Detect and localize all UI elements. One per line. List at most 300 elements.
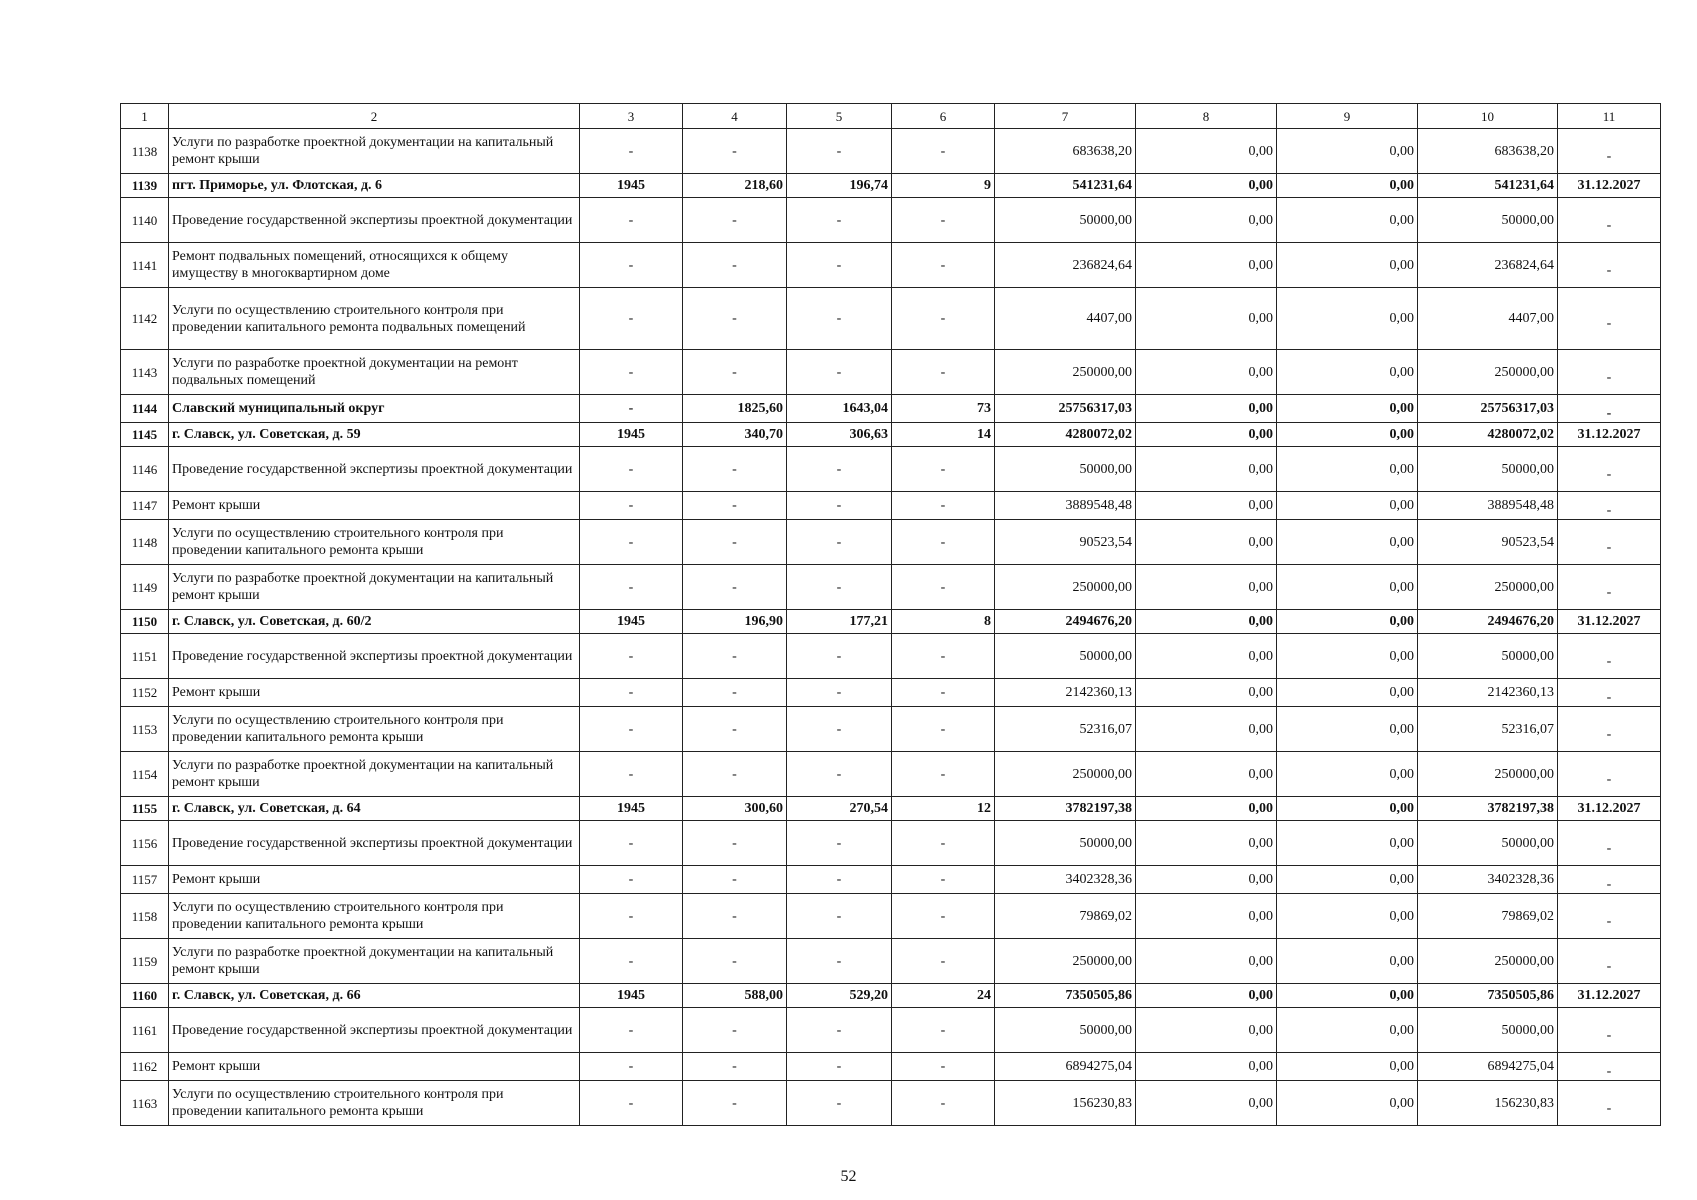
- cell-c5: 529,20: [787, 984, 892, 1008]
- cell-c6: -: [892, 1008, 995, 1053]
- cell-c10: 2494676,20: [1418, 610, 1558, 634]
- cell-c5: -: [787, 939, 892, 984]
- cell-c5: -: [787, 1081, 892, 1126]
- cell-c5: 1643,04: [787, 395, 892, 423]
- cell-c3: -: [580, 129, 683, 174]
- cell-c5: -: [787, 520, 892, 565]
- cell-c7: 250000,00: [995, 565, 1136, 610]
- cell-no: 1146: [121, 447, 169, 492]
- cell-c7: 25756317,03: [995, 395, 1136, 423]
- table-row: [121, 752, 1661, 797]
- cell-c3: -: [580, 565, 683, 610]
- cell-c8: 0,00: [1136, 492, 1277, 520]
- cell-no: 1153: [121, 707, 169, 752]
- cell-c10: 90523,54: [1418, 520, 1558, 565]
- cell-no: 1161: [121, 1008, 169, 1053]
- cell-c6: -: [892, 707, 995, 752]
- header-cell: 5: [787, 104, 892, 129]
- cell-c9: 0,00: [1277, 1008, 1418, 1053]
- cell-no: 1150: [121, 610, 169, 634]
- cell-c7: 250000,00: [995, 939, 1136, 984]
- cell-c8: 0,00: [1136, 707, 1277, 752]
- cell-name: Проведение государственной экспертизы проектной документации: [169, 1008, 580, 1053]
- cell-c8: 0,00: [1136, 752, 1277, 797]
- cell-c6: -: [892, 939, 995, 984]
- cell-c7: 3889548,48: [995, 492, 1136, 520]
- table-row: [121, 243, 1661, 288]
- cell-c3: -: [580, 447, 683, 492]
- cell-c5: -: [787, 492, 892, 520]
- cell-c7: 2142360,13: [995, 679, 1136, 707]
- cell-c6: -: [892, 129, 995, 174]
- cell-c4: -: [683, 520, 787, 565]
- cell-c3: -: [580, 492, 683, 520]
- cell-c9: 0,00: [1277, 1053, 1418, 1081]
- cell-c10: 3889548,48: [1418, 492, 1558, 520]
- cell-name: Услуги по осуществлению строительного контроля при проведении капитального ремонта подвальных помещений: [169, 288, 580, 350]
- cell-c11: -: [1558, 565, 1661, 610]
- cell-c9: 0,00: [1277, 350, 1418, 395]
- cell-c10: 25756317,03: [1418, 395, 1558, 423]
- cell-name: г. Славск, ул. Советская, д. 60/2: [169, 610, 580, 634]
- cell-c5: -: [787, 243, 892, 288]
- cell-c3: -: [580, 350, 683, 395]
- header-cell: 3: [580, 104, 683, 129]
- cell-c11: -: [1558, 752, 1661, 797]
- cell-c9: 0,00: [1277, 610, 1418, 634]
- cell-c8: 0,00: [1136, 1008, 1277, 1053]
- cell-c5: -: [787, 198, 892, 243]
- cell-no: 1142: [121, 288, 169, 350]
- cell-name: Услуги по разработке проектной документации на ремонт подвальных помещений: [169, 350, 580, 395]
- cell-name: Проведение государственной экспертизы проектной документации: [169, 447, 580, 492]
- column-number-header-row: [121, 104, 1661, 129]
- cell-c5: -: [787, 447, 892, 492]
- cell-c4: -: [683, 447, 787, 492]
- cell-c9: 0,00: [1277, 565, 1418, 610]
- cell-c8: 0,00: [1136, 395, 1277, 423]
- cell-c3: -: [580, 752, 683, 797]
- cell-c11: -: [1558, 939, 1661, 984]
- cell-c7: 50000,00: [995, 447, 1136, 492]
- table-row: [121, 492, 1661, 520]
- cell-c4: -: [683, 679, 787, 707]
- cell-c6: 9: [892, 174, 995, 198]
- cell-name: г. Славск, ул. Советская, д. 59: [169, 423, 580, 447]
- cell-c3: -: [580, 939, 683, 984]
- cell-c6: -: [892, 821, 995, 866]
- cell-no: 1158: [121, 894, 169, 939]
- cell-c10: 50000,00: [1418, 1008, 1558, 1053]
- cell-c4: -: [683, 350, 787, 395]
- cell-c5: -: [787, 821, 892, 866]
- cell-c8: 0,00: [1136, 679, 1277, 707]
- cell-no: 1148: [121, 520, 169, 565]
- cell-c3: -: [580, 288, 683, 350]
- cell-c8: 0,00: [1136, 423, 1277, 447]
- cell-c8: 0,00: [1136, 174, 1277, 198]
- cell-c5: -: [787, 894, 892, 939]
- cell-c10: 50000,00: [1418, 447, 1558, 492]
- cell-c7: 250000,00: [995, 350, 1136, 395]
- cell-c9: 0,00: [1277, 423, 1418, 447]
- cell-c4: -: [683, 288, 787, 350]
- cell-c4: -: [683, 939, 787, 984]
- cell-name: Услуги по осуществлению строительного контроля при проведении капитального ремонта крыши: [169, 894, 580, 939]
- cell-c11: -: [1558, 129, 1661, 174]
- table-row: [121, 821, 1661, 866]
- capital-repair-table: [120, 103, 1661, 1126]
- table-row: [121, 447, 1661, 492]
- cell-c6: -: [892, 634, 995, 679]
- cell-no: 1141: [121, 243, 169, 288]
- cell-name: Услуги по осуществлению строительного контроля при проведении капитального ремонта крыши: [169, 520, 580, 565]
- cell-c5: -: [787, 288, 892, 350]
- cell-no: 1139: [121, 174, 169, 198]
- cell-no: 1145: [121, 423, 169, 447]
- header-cell: 6: [892, 104, 995, 129]
- cell-name: Ремонт крыши: [169, 492, 580, 520]
- cell-c4: -: [683, 1053, 787, 1081]
- cell-c11: -: [1558, 350, 1661, 395]
- cell-c7: 50000,00: [995, 1008, 1136, 1053]
- table-row-address: [121, 610, 1661, 634]
- cell-c3: 1945: [580, 174, 683, 198]
- cell-c11: -: [1558, 447, 1661, 492]
- cell-c10: 4407,00: [1418, 288, 1558, 350]
- cell-c7: 250000,00: [995, 752, 1136, 797]
- cell-c5: -: [787, 565, 892, 610]
- cell-c10: 6894275,04: [1418, 1053, 1558, 1081]
- cell-c7: 90523,54: [995, 520, 1136, 565]
- cell-c11: -: [1558, 395, 1661, 423]
- cell-no: 1144: [121, 395, 169, 423]
- cell-c7: 4407,00: [995, 288, 1136, 350]
- cell-c9: 0,00: [1277, 866, 1418, 894]
- cell-c9: 0,00: [1277, 797, 1418, 821]
- cell-c7: 79869,02: [995, 894, 1136, 939]
- cell-c10: 50000,00: [1418, 821, 1558, 866]
- cell-name: Ремонт крыши: [169, 866, 580, 894]
- cell-c8: 0,00: [1136, 1081, 1277, 1126]
- cell-c11: 31.12.2027: [1558, 984, 1661, 1008]
- header-cell: 9: [1277, 104, 1418, 129]
- cell-name: Ремонт подвальных помещений, относящихся к общему имуществу в многоквартирном доме: [169, 243, 580, 288]
- cell-c6: -: [892, 520, 995, 565]
- cell-c6: -: [892, 679, 995, 707]
- cell-c10: 250000,00: [1418, 565, 1558, 610]
- cell-c8: 0,00: [1136, 894, 1277, 939]
- cell-c3: -: [580, 707, 683, 752]
- cell-c10: 4280072,02: [1418, 423, 1558, 447]
- cell-c5: -: [787, 752, 892, 797]
- table-row: [121, 866, 1661, 894]
- cell-name: г. Славск, ул. Советская, д. 66: [169, 984, 580, 1008]
- header-cell: 8: [1136, 104, 1277, 129]
- cell-c9: 0,00: [1277, 395, 1418, 423]
- cell-no: 1162: [121, 1053, 169, 1081]
- header-cell: 4: [683, 104, 787, 129]
- cell-c11: 31.12.2027: [1558, 174, 1661, 198]
- cell-c8: 0,00: [1136, 243, 1277, 288]
- table-row-address: [121, 984, 1661, 1008]
- cell-c6: -: [892, 1081, 995, 1126]
- cell-c8: 0,00: [1136, 288, 1277, 350]
- cell-c5: -: [787, 350, 892, 395]
- table-row: [121, 520, 1661, 565]
- cell-c6: 12: [892, 797, 995, 821]
- cell-c10: 541231,64: [1418, 174, 1558, 198]
- cell-c9: 0,00: [1277, 939, 1418, 984]
- cell-c3: -: [580, 679, 683, 707]
- cell-c11: -: [1558, 243, 1661, 288]
- cell-c3: -: [580, 1081, 683, 1126]
- cell-c4: -: [683, 866, 787, 894]
- cell-c10: 79869,02: [1418, 894, 1558, 939]
- cell-no: 1149: [121, 565, 169, 610]
- cell-c6: -: [892, 288, 995, 350]
- cell-c6: -: [892, 894, 995, 939]
- cell-c10: 683638,20: [1418, 129, 1558, 174]
- header-cell: 1: [121, 104, 169, 129]
- cell-c8: 0,00: [1136, 797, 1277, 821]
- cell-name: Проведение государственной экспертизы проектной документации: [169, 634, 580, 679]
- cell-no: 1159: [121, 939, 169, 984]
- cell-c6: -: [892, 866, 995, 894]
- page-number: 52: [840, 1168, 857, 1185]
- cell-c4: -: [683, 129, 787, 174]
- cell-no: 1138: [121, 129, 169, 174]
- cell-c3: 1945: [580, 423, 683, 447]
- cell-c8: 0,00: [1136, 984, 1277, 1008]
- header-cell: 7: [995, 104, 1136, 129]
- cell-c9: 0,00: [1277, 1081, 1418, 1126]
- cell-c9: 0,00: [1277, 243, 1418, 288]
- cell-c9: 0,00: [1277, 198, 1418, 243]
- cell-c11: -: [1558, 1008, 1661, 1053]
- cell-c8: 0,00: [1136, 129, 1277, 174]
- cell-c3: 1945: [580, 984, 683, 1008]
- cell-c11: -: [1558, 1053, 1661, 1081]
- header-cell: 11: [1558, 104, 1661, 129]
- cell-name: Услуги по разработке проектной документации на капитальный ремонт крыши: [169, 129, 580, 174]
- cell-c11: -: [1558, 679, 1661, 707]
- table-row: [121, 707, 1661, 752]
- cell-c4: -: [683, 894, 787, 939]
- table-row: [121, 1053, 1661, 1081]
- table-row: [121, 939, 1661, 984]
- cell-c11: -: [1558, 198, 1661, 243]
- cell-c11: -: [1558, 634, 1661, 679]
- cell-c8: 0,00: [1136, 447, 1277, 492]
- cell-c3: 1945: [580, 797, 683, 821]
- cell-c3: -: [580, 395, 683, 423]
- cell-c11: -: [1558, 1081, 1661, 1126]
- cell-c6: -: [892, 565, 995, 610]
- cell-c8: 0,00: [1136, 198, 1277, 243]
- cell-c5: 306,63: [787, 423, 892, 447]
- cell-c6: 24: [892, 984, 995, 1008]
- cell-c4: -: [683, 198, 787, 243]
- cell-c7: 7350505,86: [995, 984, 1136, 1008]
- cell-c4: -: [683, 634, 787, 679]
- cell-c6: 14: [892, 423, 995, 447]
- cell-c3: -: [580, 1053, 683, 1081]
- cell-c5: -: [787, 1008, 892, 1053]
- cell-c3: -: [580, 1008, 683, 1053]
- cell-c10: 250000,00: [1418, 350, 1558, 395]
- cell-c10: 156230,83: [1418, 1081, 1558, 1126]
- cell-name: Ремонт крыши: [169, 679, 580, 707]
- cell-c8: 0,00: [1136, 939, 1277, 984]
- cell-c3: 1945: [580, 610, 683, 634]
- cell-c6: -: [892, 1053, 995, 1081]
- cell-c11: -: [1558, 707, 1661, 752]
- cell-c4: -: [683, 492, 787, 520]
- table-row: [121, 894, 1661, 939]
- cell-c4: 340,70: [683, 423, 787, 447]
- cell-c3: -: [580, 198, 683, 243]
- cell-c10: 3782197,38: [1418, 797, 1558, 821]
- table-row: [121, 634, 1661, 679]
- cell-c10: 52316,07: [1418, 707, 1558, 752]
- cell-c5: 177,21: [787, 610, 892, 634]
- table-row-address: [121, 395, 1661, 423]
- header-cell: 2: [169, 104, 580, 129]
- table-row-address: [121, 174, 1661, 198]
- table-row: [121, 129, 1661, 174]
- cell-c7: 236824,64: [995, 243, 1136, 288]
- cell-c11: -: [1558, 866, 1661, 894]
- cell-no: 1147: [121, 492, 169, 520]
- cell-c10: 50000,00: [1418, 634, 1558, 679]
- cell-c6: -: [892, 198, 995, 243]
- cell-c9: 0,00: [1277, 174, 1418, 198]
- header-cell: 10: [1418, 104, 1558, 129]
- cell-name: Услуги по разработке проектной документации на капитальный ремонт крыши: [169, 565, 580, 610]
- cell-c6: -: [892, 243, 995, 288]
- cell-c5: -: [787, 634, 892, 679]
- cell-c10: 2142360,13: [1418, 679, 1558, 707]
- table-row: [121, 1081, 1661, 1126]
- cell-name: Услуги по осуществлению строительного контроля при проведении капитального ремонта крыши: [169, 1081, 580, 1126]
- cell-c7: 6894275,04: [995, 1053, 1136, 1081]
- cell-c5: -: [787, 679, 892, 707]
- cell-c4: 218,60: [683, 174, 787, 198]
- cell-c9: 0,00: [1277, 447, 1418, 492]
- table-row: [121, 350, 1661, 395]
- cell-c7: 541231,64: [995, 174, 1136, 198]
- cell-name: Проведение государственной экспертизы проектной документации: [169, 821, 580, 866]
- cell-c10: 236824,64: [1418, 243, 1558, 288]
- cell-c9: 0,00: [1277, 679, 1418, 707]
- cell-c8: 0,00: [1136, 1053, 1277, 1081]
- table-row: [121, 565, 1661, 610]
- cell-c6: -: [892, 350, 995, 395]
- cell-c11: 31.12.2027: [1558, 797, 1661, 821]
- table-row-address: [121, 797, 1661, 821]
- cell-c4: -: [683, 752, 787, 797]
- cell-c4: 196,90: [683, 610, 787, 634]
- cell-c7: 3402328,36: [995, 866, 1136, 894]
- cell-c8: 0,00: [1136, 565, 1277, 610]
- table-body: [121, 129, 1661, 1126]
- cell-c5: -: [787, 866, 892, 894]
- cell-c3: -: [580, 243, 683, 288]
- cell-no: 1157: [121, 866, 169, 894]
- cell-c7: 50000,00: [995, 634, 1136, 679]
- cell-name: Услуги по разработке проектной документации на капитальный ремонт крыши: [169, 752, 580, 797]
- cell-no: 1163: [121, 1081, 169, 1126]
- cell-c4: -: [683, 243, 787, 288]
- cell-c7: 4280072,02: [995, 423, 1136, 447]
- cell-c4: 300,60: [683, 797, 787, 821]
- cell-no: 1151: [121, 634, 169, 679]
- table-row: [121, 679, 1661, 707]
- cell-c6: -: [892, 752, 995, 797]
- cell-c5: 270,54: [787, 797, 892, 821]
- cell-no: 1155: [121, 797, 169, 821]
- table-row: [121, 1008, 1661, 1053]
- cell-c5: 196,74: [787, 174, 892, 198]
- cell-name: Проведение государственной экспертизы проектной документации: [169, 198, 580, 243]
- cell-c10: 7350505,86: [1418, 984, 1558, 1008]
- cell-c6: 8: [892, 610, 995, 634]
- cell-c4: 1825,60: [683, 395, 787, 423]
- cell-c8: 0,00: [1136, 610, 1277, 634]
- cell-c4: -: [683, 565, 787, 610]
- cell-c10: 50000,00: [1418, 198, 1558, 243]
- cell-c9: 0,00: [1277, 752, 1418, 797]
- cell-c11: 31.12.2027: [1558, 423, 1661, 447]
- table-row: [121, 288, 1661, 350]
- cell-c9: 0,00: [1277, 634, 1418, 679]
- table-row-address: [121, 423, 1661, 447]
- cell-c5: -: [787, 1053, 892, 1081]
- cell-c9: 0,00: [1277, 492, 1418, 520]
- cell-c4: -: [683, 1008, 787, 1053]
- cell-c11: -: [1558, 288, 1661, 350]
- cell-c4: -: [683, 707, 787, 752]
- cell-c8: 0,00: [1136, 350, 1277, 395]
- cell-c9: 0,00: [1277, 984, 1418, 1008]
- cell-c3: -: [580, 634, 683, 679]
- cell-c7: 52316,07: [995, 707, 1136, 752]
- cell-c9: 0,00: [1277, 894, 1418, 939]
- cell-c11: -: [1558, 492, 1661, 520]
- cell-name: пгт. Приморье, ул. Флотская, д. 6: [169, 174, 580, 198]
- cell-c10: 250000,00: [1418, 752, 1558, 797]
- document-sheet: [120, 103, 1653, 1126]
- cell-c11: -: [1558, 520, 1661, 565]
- cell-c6: 73: [892, 395, 995, 423]
- cell-c8: 0,00: [1136, 520, 1277, 565]
- cell-c8: 0,00: [1136, 866, 1277, 894]
- cell-c11: 31.12.2027: [1558, 610, 1661, 634]
- cell-c11: -: [1558, 894, 1661, 939]
- cell-c9: 0,00: [1277, 707, 1418, 752]
- cell-c7: 50000,00: [995, 821, 1136, 866]
- cell-c5: -: [787, 707, 892, 752]
- cell-name: Услуги по разработке проектной документации на капитальный ремонт крыши: [169, 939, 580, 984]
- cell-c7: 683638,20: [995, 129, 1136, 174]
- cell-c9: 0,00: [1277, 288, 1418, 350]
- cell-c3: -: [580, 866, 683, 894]
- cell-c7: 156230,83: [995, 1081, 1136, 1126]
- cell-c7: 2494676,20: [995, 610, 1136, 634]
- cell-c8: 0,00: [1136, 634, 1277, 679]
- cell-c9: 0,00: [1277, 129, 1418, 174]
